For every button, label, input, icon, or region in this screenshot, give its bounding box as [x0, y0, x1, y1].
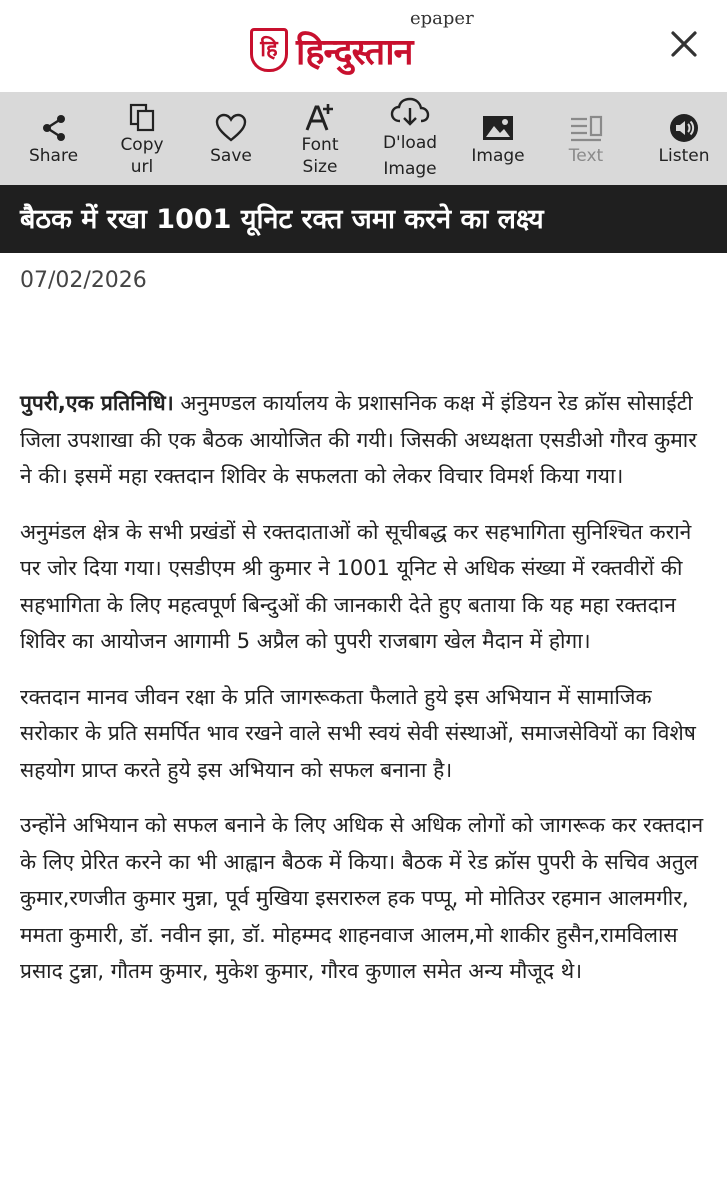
- headline-bar: [0, 185, 727, 253]
- hindustan-logo: [250, 8, 480, 84]
- dateline: पुपरी,एक प्रतिनिधि।: [20, 391, 174, 415]
- save-label: Save: [210, 145, 252, 166]
- speaker-icon: [668, 112, 700, 144]
- font-size-label: Font Size: [301, 134, 339, 177]
- image-icon: [481, 113, 515, 143]
- font-size-button[interactable]: [285, 92, 355, 185]
- logo-text: हिन्दुस्तान: [296, 32, 413, 73]
- article-body: [20, 385, 710, 1009]
- app-header: [0, 0, 727, 92]
- article-paragraph: उन्होंने अभियान को सफल बनाने के लिए अधिक से अधिक लोगों को जागरूक कर रक्तदान के लिए प्रेरित करने का भी आह्वान बैठक में किया। बैठक में रेड क्रॉस पुपरी के सचिव अतुल कुमार,रणजीत कुमार मुन्ना, पूर्व मुखिया इसरारुल हक पप्पू, मो मोतिउर रहमान आलमगीर, ममता कुमारी, डॉ. नवीन झा, डॉ. मोहम्मद शाहनवाज आलम,मो शाकीर हुसैन,रामविलास प्रसाद टुन्ना, गौतम कुमार, मुकेश कुमार, गौरव कुणाल समेत अन्य मौजूद थे।: [20, 813, 704, 983]
- article-headline: बैठक में रखा 1001 यूनिट रक्त जमा करने का लक्ष्य: [20, 204, 544, 235]
- image-label: Image: [471, 145, 525, 166]
- paragraph-text: अनुमण्डल कार्यालय के प्रशासनिक कक्ष में इंडियन रेड क्रॉस सोसाईटी जिला उपशाखा की एक बैठक आयोजित की गयी। जिसकी अध्यक्षता एसडीओ गौरव कुमार ने की। इसमें महा रक्तदान शिविर के सफलता को लेकर विचार विमर्श किया गया।: [20, 391, 697, 488]
- text-view-button[interactable]: [531, 92, 641, 185]
- download-image-label: D'load Image: [382, 132, 438, 179]
- article-paragraph: [20, 385, 710, 495]
- copy-url-button[interactable]: [107, 92, 177, 185]
- heart-icon: [215, 113, 247, 143]
- listen-button[interactable]: [641, 92, 727, 185]
- close-icon: [669, 29, 699, 59]
- download-image-button[interactable]: [355, 92, 465, 185]
- share-label: Share: [28, 145, 79, 166]
- logo-epaper-label: epaper: [410, 8, 474, 29]
- listen-label: Listen: [658, 145, 710, 166]
- article-toolbar: [0, 92, 727, 185]
- copy-icon: [127, 102, 157, 132]
- article-paragraph: अनुमंडल क्षेत्र के सभी प्रखंडों से रक्तदाताओं को सूचीबद्ध कर सहभागिता सुनिश्चित कराने पर जोर दिया गया। एसडीएम श्री कुमार ने 1001 यूनिट से अधिक संख्या में रक्तवीरों की सहभागिता के लिए महत्वपूर्ण बिन्दुओं की जानकारी देते हुए बताया कि यह महा रक्तदान शिविर का आयोजन आगामी 5 अप्रैल को पुपरी राजबाग खेल मैदान में होगा।: [20, 519, 692, 653]
- copy-url-label: Copy url: [120, 134, 164, 177]
- save-button[interactable]: [177, 92, 285, 185]
- font-size-icon: [304, 101, 336, 133]
- share-icon: [39, 113, 69, 143]
- download-cloud-icon: [390, 97, 430, 129]
- article-date: 07/02/2026: [20, 268, 147, 293]
- image-view-button[interactable]: [465, 92, 531, 185]
- logo-mark-icon: हि: [250, 28, 288, 72]
- article-paragraph: रक्तदान मानव जीवन रक्षा के प्रति जागरूकता फैलाते हुये इस अभियान में सामाजिक सरोकार के प्रति समर्पित भाव रखने वाले सभी स्वयं सेवी संस्थाओं, समाजसेवियों का विशेष सहयोग प्राप्त करते हुये इस अभियान को सफल बनाना है।: [20, 684, 696, 782]
- text-view-icon: [569, 113, 603, 143]
- text-label: Text: [568, 145, 604, 166]
- close-button[interactable]: [662, 22, 706, 66]
- share-button[interactable]: [0, 92, 107, 185]
